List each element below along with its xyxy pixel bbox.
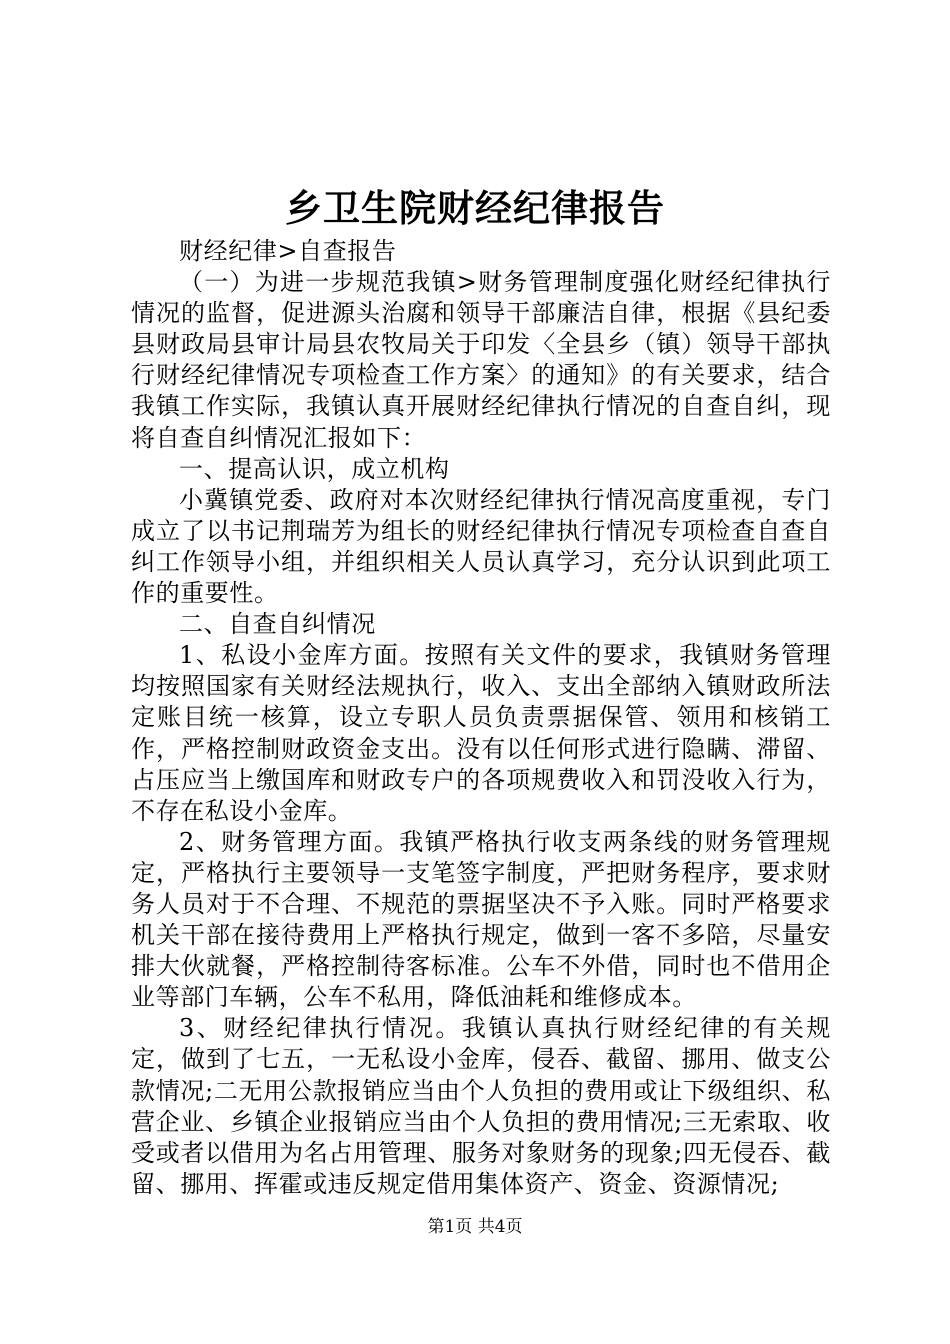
paragraph-section-1: 小冀镇党委、政府对本次财经纪律执行情况高度重视，专门成立了以书记荆瑞芳为组长的财经纪律执行情况专项检查自查自纠工作领导小组，并组织相关人员认真学习，充分认识到此项工作的重要性。 <box>131 485 831 608</box>
section-heading-1: 一、提高认识，成立机构 <box>179 454 450 483</box>
document-title: 乡卫生院财经纪律报告 <box>285 186 665 230</box>
paragraph-subtitle: 财经纪律>自查报告 <box>179 237 397 265</box>
paragraph-item-3: 3、财经纪律执行情况。我镇认真执行财经纪律的有关规定，做到了七五，一无私设小金库，侵吞、截留、挪用、做支公款情况;二无用公款报销应当由个人负担的费用或让下级组织、私营企业、乡镇企业报销应当由个人负担的费用情况;三无索取、收受或者以借用为名占用管理、服务对象财务的现象;四无侵吞、截留、挪用、挥霍或违反规定借用集体资产、资金、资源情况; <box>131 1014 831 1198</box>
paragraph-item-1: 1、私设小金库方面。按照有关文件的要求，我镇财务管理均按照国家有关财经法规执行，收入、支出全部纳入镇财政所法定账目统一核算，设立专职人员负责票据保管、领用和核销工作，严格控制财政资金支出。没有以任何形式进行隐瞒、滞留、占压应当上缴国库和财政专户的各项规费收入和罚没收入行为，不存在私设小金库。 <box>131 641 831 825</box>
page-footer: 第1页 共4页 <box>427 1217 523 1237</box>
document-body <box>131 236 831 1200</box>
paragraph-intro: （一）为进一步规范我镇>财务管理制度强化财经纪律执行情况的监督，促进源头治腐和领导干部廉洁自律，根据《县纪委县财政局县审计局县农牧局关于印发〈全县乡（镇）领导干部执行财经纪律情况专项检查工作方案〉的通知》的有关要求，结合我镇工作实际，我镇认真开展财经纪律执行情况的自查自纠，现将自查自纠情况汇报如下： <box>131 268 831 452</box>
section-heading-2: 二、自查自纠情况 <box>179 610 376 639</box>
paragraph-item-2: 2、财务管理方面。我镇严格执行收支两条线的财务管理规定，严格执行主要领导一支笔签字制度，严把财务程序，要求财务人员对于不合理、不规范的票据坚决不予入账。同时严格要求机关干部在接待费用上严格执行规定，做到一客不多陪，尽量安排大伙就餐，严格控制待客标准。公车不外借，同时也不借用企业等部门车辆，公车不私用，降低油耗和维修成本。 <box>131 827 831 1012</box>
